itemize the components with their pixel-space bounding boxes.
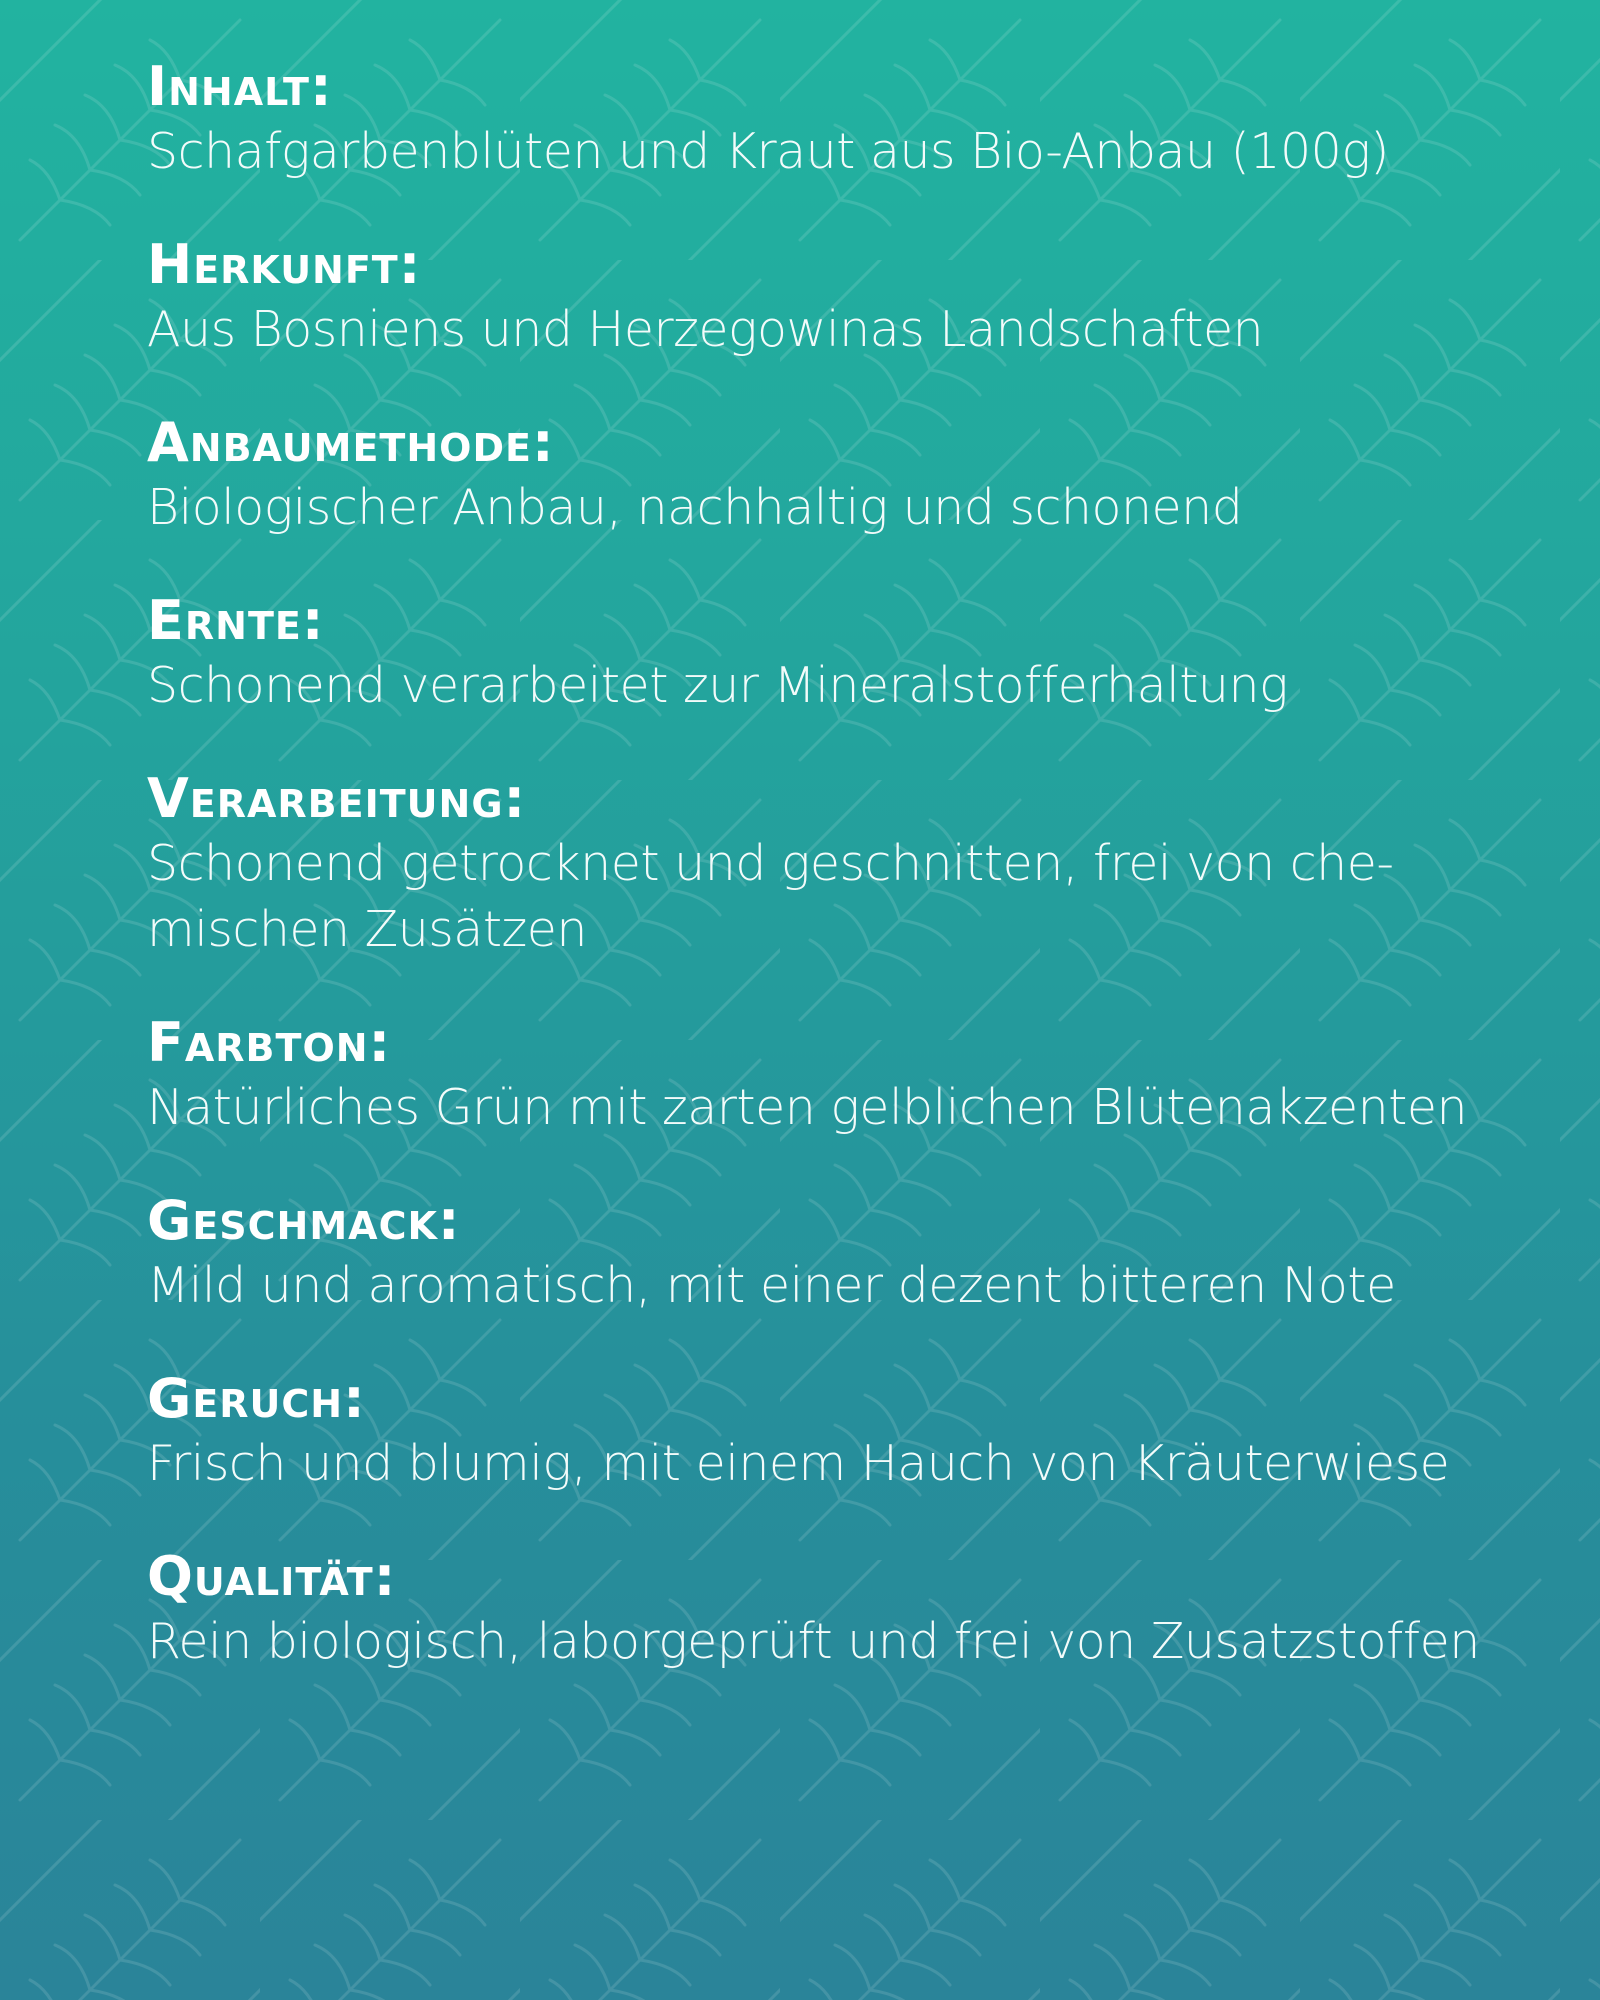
spec-label: Geschmack: [147, 1189, 461, 1252]
spec-label: Herkunft: [147, 233, 422, 296]
spec-value: Schonend getrocknet und geschnitten, frei von che-mischen Zusätzen [147, 835, 1394, 958]
spec-value: Schafgarbenblüten und Kraut aus Bio-Anbau (100g) [147, 123, 1389, 180]
spec-label: Geruch: [147, 1367, 366, 1430]
spec-label: Farbton: [147, 1011, 392, 1074]
spec-value: Aus Bosniens und Herzegowinas Landschaften [147, 301, 1264, 358]
spec-label: Inhalt: [147, 55, 333, 118]
spec-item-herkunft [147, 233, 1567, 363]
spec-value: Frisch und blumig, mit einem Hauch von Kräuterwiese [147, 1435, 1450, 1492]
spec-label: Qualität: [147, 1545, 397, 1608]
spec-label: Verarbeitung: [147, 767, 527, 830]
spec-list [147, 55, 1567, 1723]
spec-item-geschmack [147, 1189, 1567, 1319]
spec-item-inhalt [147, 55, 1567, 185]
spec-item-farbton [147, 1011, 1567, 1141]
spec-label: Ernte: [147, 589, 325, 652]
spec-label: Anbaumethode: [147, 411, 555, 474]
spec-value: Schonend verarbeitet zur Mineralstofferhaltung [147, 657, 1288, 714]
spec-item-geruch [147, 1367, 1567, 1497]
spec-value: Biologischer Anbau, nachhaltig und schonend [147, 479, 1243, 536]
spec-item-verarbeitung [147, 767, 1567, 963]
spec-value: Natürliches Grün mit zarten gelblichen Blütenakzenten [147, 1079, 1468, 1136]
spec-item-anbaumethode [147, 411, 1567, 541]
spec-value: Mild und aromatisch, mit einer dezent bitteren Note [147, 1257, 1396, 1314]
spec-item-ernte [147, 589, 1567, 719]
spec-item-qualitaet [147, 1545, 1567, 1675]
spec-value: Rein biologisch, laborgeprüft und frei von Zusatzstoffen [147, 1613, 1480, 1670]
